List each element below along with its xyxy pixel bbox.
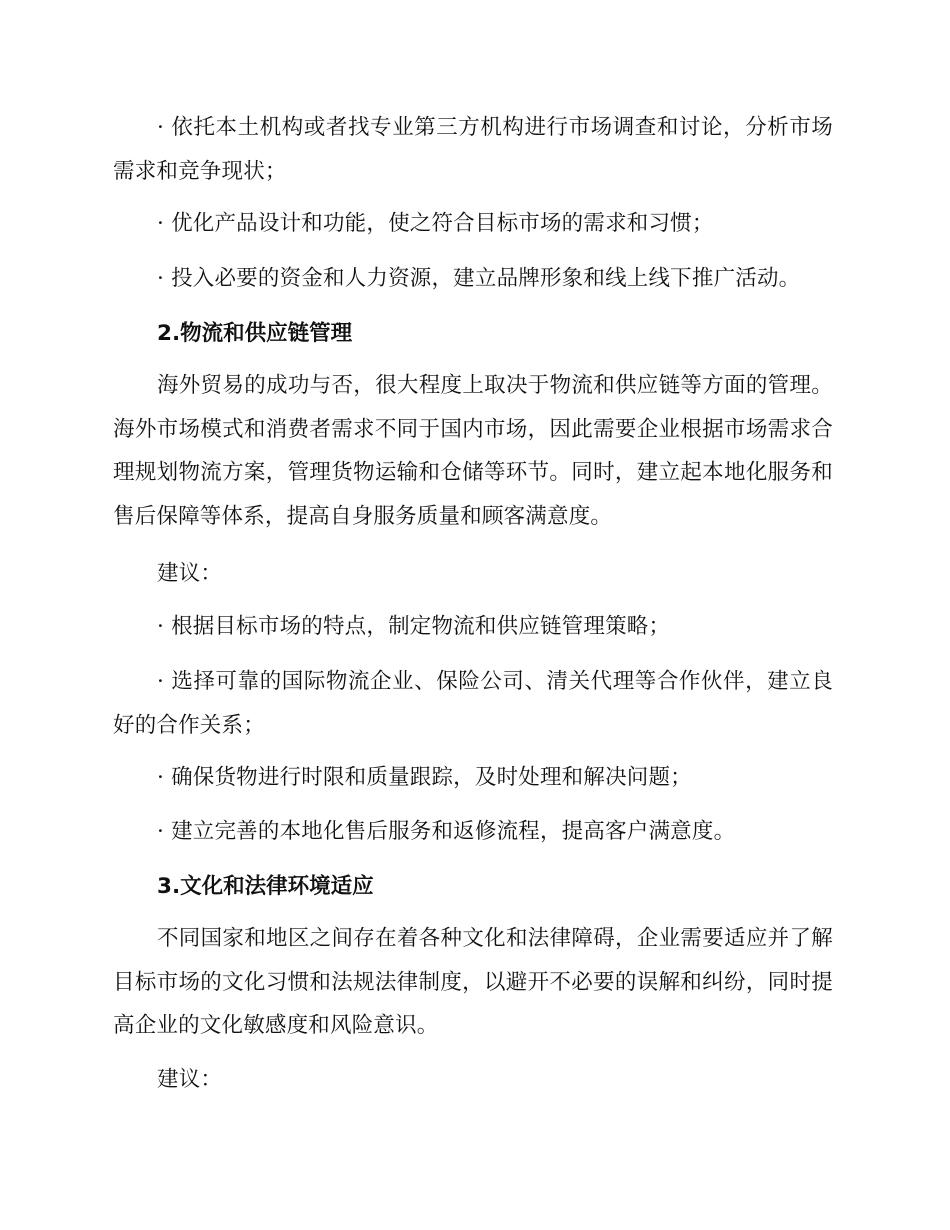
- bullet-cargo-tracking: · 确保货物进行时限和质量跟踪，及时处理和解决问题；: [157, 765, 692, 790]
- bullet-after-sales-service: · 建立完善的本地化售后服务和返修流程，提高客户满意度。: [157, 819, 736, 844]
- culture-law-body-paragraph: 不同国家和地区之间存在着各种文化和法律障碍，企业需要适应并了解目标市场的文化习惯和法规法律制度，以避开不必要的误解和纠纷，同时提高企业的文化敏感度和风险意识。: [113, 926, 833, 1038]
- bullet-partner-selection: · 选择可靠的国际物流企业、保险公司、清关代理等合作伙伴，建立良好的合作关系；: [113, 669, 833, 738]
- bullet-brand-investment: · 投入必要的资金和人力资源，建立品牌形象和线上线下推广活动。: [157, 266, 801, 291]
- culture-law-suggestion-label: 建议：: [157, 1067, 223, 1092]
- section-heading-logistics: 2.物流和供应链管理: [157, 321, 353, 346]
- bullet-market-research: · 依托本土机构或者找专业第三方机构进行市场调查和讨论，分析市场需求和竞争现状；: [113, 115, 833, 184]
- logistics-suggestion-label: 建议：: [157, 561, 223, 586]
- bullet-product-optimization: · 优化产品设计和功能，使之符合目标市场的需求和习惯；: [157, 211, 714, 236]
- section-heading-culture-law: 3.文化和法律环境适应: [157, 874, 374, 899]
- bullet-logistics-strategy: · 根据目标市场的特点，制定物流和供应链管理策略；: [157, 614, 671, 639]
- logistics-body-paragraph: 海外贸易的成功与否，很大程度上取决于物流和供应链等方面的管理。海外市场模式和消费者需求不同于国内市场，因此需要企业根据市场需求合理规划物流方案，管理货物运输和仓储等环节。同时，建立起本地化服务和售后保障等体系，提高自身服务质量和顾客满意度。: [113, 373, 833, 529]
